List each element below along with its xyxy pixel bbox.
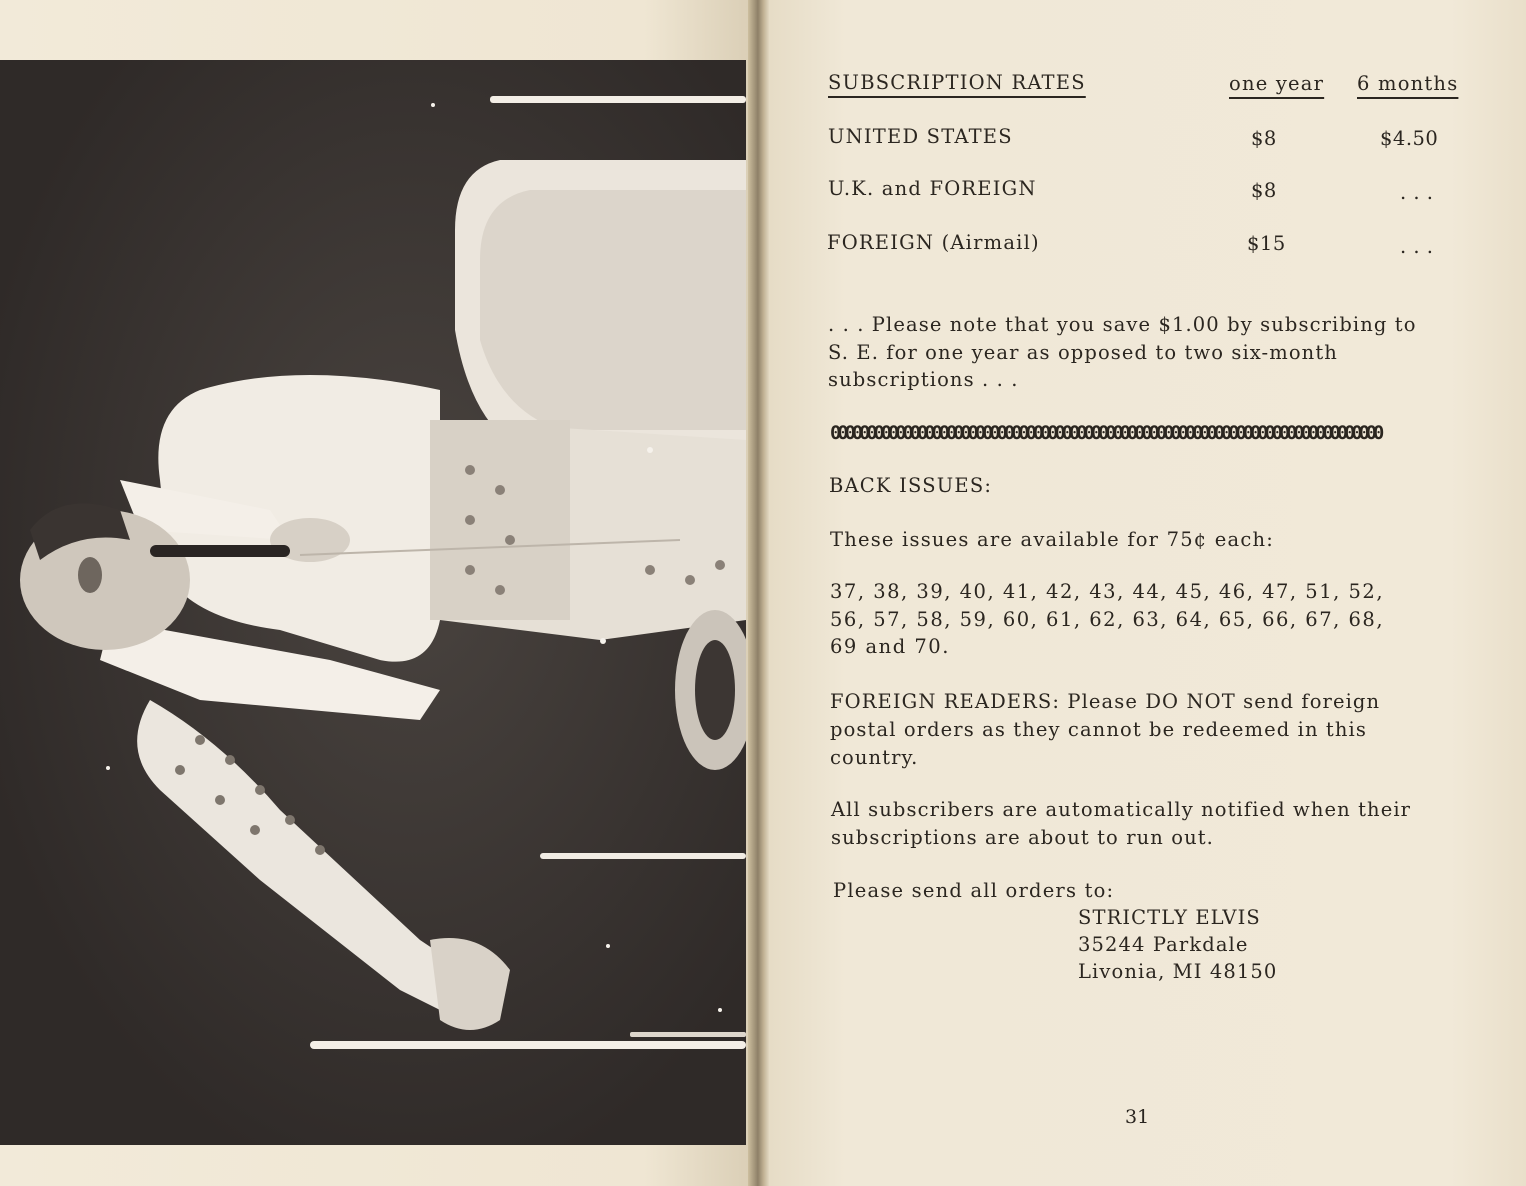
foreign-readers-line: postal orders as they cannot be redeemed in this (830, 718, 1367, 741)
left-page (0, 0, 758, 1186)
back-issues-list (830, 578, 1384, 661)
back-issues-line: 69 and 70. (830, 635, 950, 658)
rates-row-one-year: $15 (1247, 232, 1286, 255)
subscribers-notice (831, 796, 1411, 852)
subscribers-line: subscriptions are about to run out. (831, 826, 1214, 849)
savings-note-line: S. E. for one year as opposed to two six-month (828, 340, 1338, 364)
address-name: STRICTLY ELVIS (1078, 906, 1261, 929)
rates-col-one-year: one year (1229, 72, 1325, 95)
performer-photo (0, 60, 746, 1145)
foreign-readers-notice (830, 688, 1380, 772)
section-divider: 0000000000000000000000000000000000000000000000000000000000000000000000000000 (830, 422, 1381, 444)
savings-note-line: subscriptions . . . (828, 368, 1019, 391)
foreign-readers-line: FOREIGN READERS: Please DO NOT send foreign (830, 690, 1381, 713)
back-issues-heading: BACK ISSUES: (829, 474, 993, 497)
address-city: Livonia, MI 48150 (1078, 960, 1278, 983)
page-number: 31 (1125, 1106, 1150, 1128)
book-gutter (748, 0, 770, 1186)
rates-row-one-year: $8 (1251, 179, 1277, 202)
address-street: 35244 Parkdale (1078, 933, 1249, 956)
performer-photo-illustration (0, 60, 746, 1145)
mailing-address (1078, 904, 1277, 985)
savings-note (828, 311, 1417, 394)
back-issues-line: 56, 57, 58, 59, 60, 61, 62, 63, 64, 65, 66, 67, 68, (830, 607, 1385, 631)
rates-row-region: UNITED STATES (828, 125, 1013, 148)
savings-note-line: . . . Please note that you save $1.00 by subscribing to (828, 313, 1417, 336)
rates-title: SUBSCRIPTION RATES (828, 71, 1086, 94)
back-issues-line: 37, 38, 39, 40, 41, 42, 43, 44, 45, 46, 47, 51, 52, (830, 580, 1385, 603)
foreign-readers-line: country. (830, 746, 919, 769)
rates-row-six-months: . . . (1400, 181, 1434, 204)
subscribers-line: All subscribers are automatically notified when their (831, 798, 1412, 821)
rates-row-one-year: $8 (1251, 127, 1277, 150)
rates-row-region: FOREIGN (Airmail) (827, 231, 1040, 254)
rates-col-six-months: 6 months (1357, 72, 1459, 95)
rates-row-six-months: $4.50 (1380, 127, 1439, 150)
rates-row-six-months: . . . (1400, 235, 1434, 258)
rates-row-region: U.K. and FOREIGN (828, 177, 1037, 200)
orders-label: Please send all orders to: (833, 879, 1115, 902)
right-page (770, 0, 1526, 1186)
back-issues-intro: These issues are available for 75¢ each: (830, 528, 1275, 551)
